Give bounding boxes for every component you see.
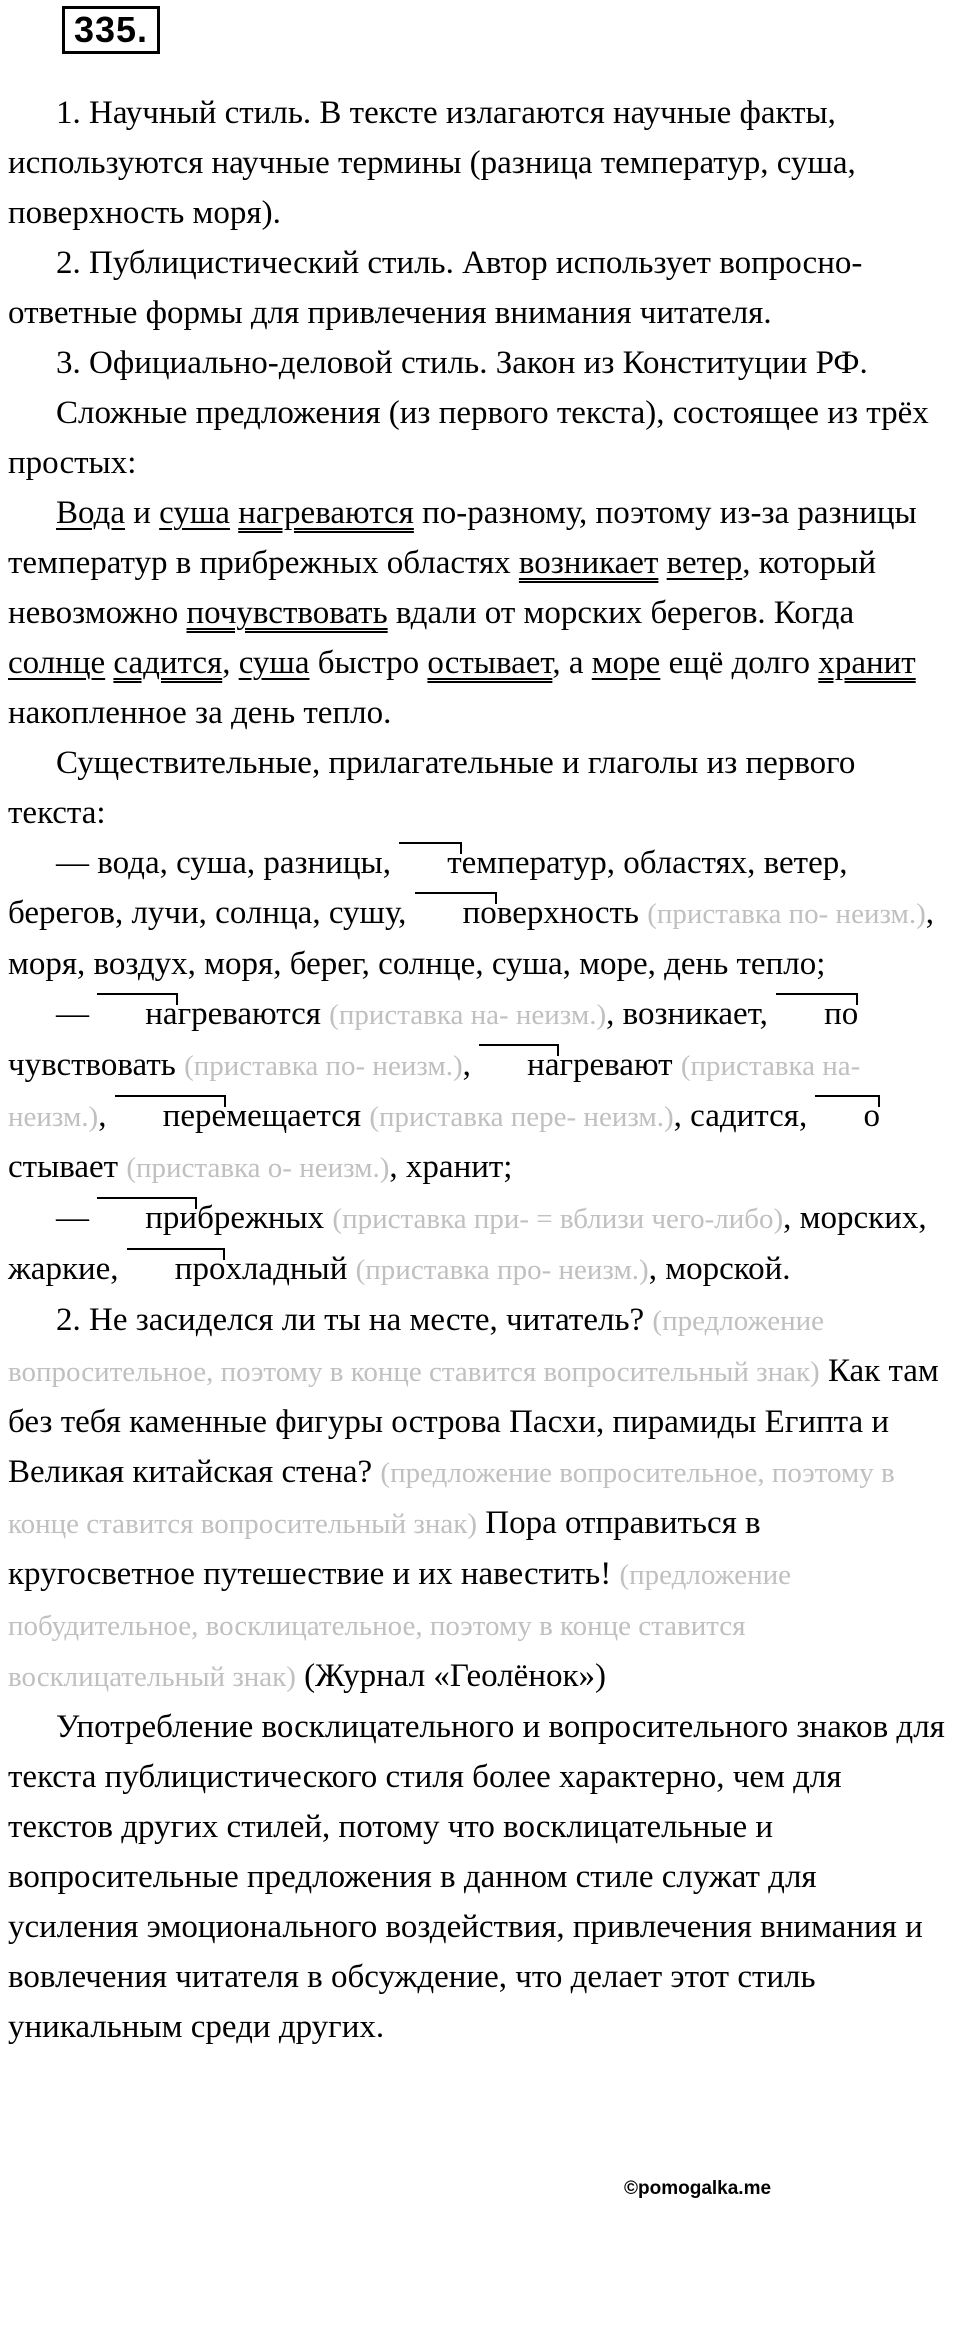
paragraph-scientific-style: 1. Научный стиль. В тексте излагаются научные факты, используются научные термины (разница температур, суша, поверхность моря).: [8, 95, 856, 231]
prefix-mark: по: [776, 989, 858, 1039]
paragraph-conclusion: Употребление восклицательного и вопросительного знаков для текста публицистического стиля более характерно, чем для текстов других стилей, потому что восклицательные и вопросительные предложения в данном стиле служат для усиления эмоционального воздействия, привлечения внимания и вовлечения читателя в обсуждение, что делает этот стиль уникальным среди других.: [8, 1709, 945, 2045]
predicate-word: остывает: [427, 645, 553, 681]
paragraph-complex-sentences-heading: Сложные предложения (из первого текста), состоящее из трёх простых:: [8, 395, 929, 481]
text-fragment: ,: [98, 1098, 115, 1134]
grey-note: (приставка о- неизм.): [126, 1152, 390, 1184]
paragraph-adjectives: [8, 1193, 953, 1295]
text-fragment: ,: [462, 1047, 480, 1083]
text-fragment: емператур, областях, ветер, берегов, лучи, солнца, сушу,: [8, 845, 848, 931]
prefix-mark: о: [815, 1091, 880, 1141]
text-fragment: Пора отправиться в кругосветное путешествие и их навестить!: [8, 1505, 761, 1592]
paragraph-parts-of-speech-heading: Существительные, прилагательные и глаголы из первого текста:: [8, 745, 856, 831]
prefix-mark: на: [479, 1040, 559, 1090]
predicate-word: почувствовать: [186, 595, 388, 631]
grey-note: (приставка на- неизм.): [8, 1050, 861, 1133]
text-fragment: Как там без тебя каменные фигуры острова Пасхи, пирамиды Египта и Великая китайская стена?: [8, 1353, 939, 1490]
text-fragment: ещё долго: [660, 645, 819, 681]
text-fragment: брежных: [197, 1200, 333, 1236]
grey-note: (предложение побудительное, восклицательное, поэтому в конце ставится восклицательный знак): [8, 1559, 792, 1693]
text-fragment: (Журнал «Геолёнок»): [295, 1658, 607, 1694]
text-fragment: и: [125, 495, 160, 531]
grey-note: (приставка по- неизм.): [184, 1050, 463, 1082]
text-fragment: быстро: [309, 645, 428, 681]
paragraph-punctuation-analysis: [8, 1295, 953, 1702]
text-fragment: вдали от морских берегов. Когда: [387, 595, 855, 631]
text-fragment: стывает: [8, 1149, 127, 1185]
paragraph-verbs: [8, 989, 953, 1193]
watermark: ©pomogalka.me: [624, 2178, 772, 2199]
predicate-word: нагреваются: [238, 495, 414, 531]
paragraph-parsed-sentence: [8, 488, 953, 738]
predicate-word: садится: [113, 645, 223, 681]
text-fragment: накопленное за день тепло.: [8, 695, 392, 731]
text-fragment: — вода, суша, разницы,: [56, 845, 400, 881]
predicate-word: хранит: [818, 645, 916, 681]
text-fragment: —: [56, 996, 98, 1032]
text-fragment: верхность: [496, 895, 648, 931]
grey-note: (предложение вопросительное, поэтому в конце ставится вопросительный знак): [8, 1305, 825, 1388]
text-fragment: [658, 545, 666, 581]
text-fragment: , а: [552, 645, 592, 681]
grey-note: (приставка про- неизм.): [355, 1254, 649, 1286]
text-fragment: ,: [222, 645, 239, 681]
text-fragment: 2. Не засиделся ли ты на месте, читатель?: [56, 1302, 653, 1338]
text-fragment: , садится,: [673, 1098, 816, 1134]
text-fragment: , возникает,: [606, 996, 777, 1032]
prefix-mark: на: [97, 989, 177, 1039]
paragraph-publicistic-style: 2. Публицистический стиль. Автор использует вопросно-ответные формы для привлечения внимания читателя.: [8, 245, 863, 331]
subject-word: суша: [238, 645, 310, 681]
text-fragment: мещается: [226, 1098, 370, 1134]
text-fragment: , хранит;: [389, 1149, 513, 1185]
grey-note: (приставка по- неизм.): [647, 898, 926, 930]
grey-note: (предложение вопросительное, поэтому в конце ставится вопросительный знак): [8, 1457, 895, 1540]
prefix-mark: при: [97, 1193, 197, 1243]
subject-word: суша: [159, 495, 230, 531]
paragraph-nouns: [8, 838, 953, 989]
prefix-mark: по: [415, 888, 497, 938]
grey-note: (приставка пере- неизм.): [369, 1101, 674, 1133]
subject-word: Вода: [56, 495, 125, 531]
text-fragment: , морских, жаркие,: [8, 1200, 927, 1287]
grey-note: (приставка при- = вблизи чего-либо): [332, 1203, 784, 1235]
subject-word: ветер: [666, 545, 743, 581]
text-fragment: чувствовать: [8, 1047, 185, 1083]
prefix-mark: про: [127, 1244, 226, 1294]
text-fragment: , моря, воздух, моря, берег, солнце, суша, море, день тепло;: [8, 895, 935, 982]
text-fragment: хладный: [225, 1251, 356, 1287]
text-fragment: —: [56, 1200, 98, 1236]
text-fragment: гревают: [559, 1047, 681, 1083]
text-fragment: [230, 495, 238, 531]
exercise-number: 335.: [62, 6, 160, 54]
text-fragment: греваются: [177, 996, 330, 1032]
grey-note: (приставка на- неизм.): [329, 999, 607, 1031]
prefix-mark: т: [399, 838, 461, 888]
text-fragment: , морской.: [648, 1251, 791, 1287]
prefix-mark: пере: [115, 1091, 226, 1141]
subject-word: море: [591, 645, 661, 681]
predicate-word: возникает: [518, 545, 659, 581]
paragraph-official-style: 3. Официально-деловой стиль. Закон из Конституции РФ.: [56, 345, 868, 381]
text-fragment: по-разному, поэтому из-за разницы температур в прибрежных областях: [8, 495, 917, 581]
text-fragment: , который невозможно: [8, 545, 876, 631]
subject-word: солнце: [8, 645, 106, 681]
answer-text: [8, 88, 953, 2052]
